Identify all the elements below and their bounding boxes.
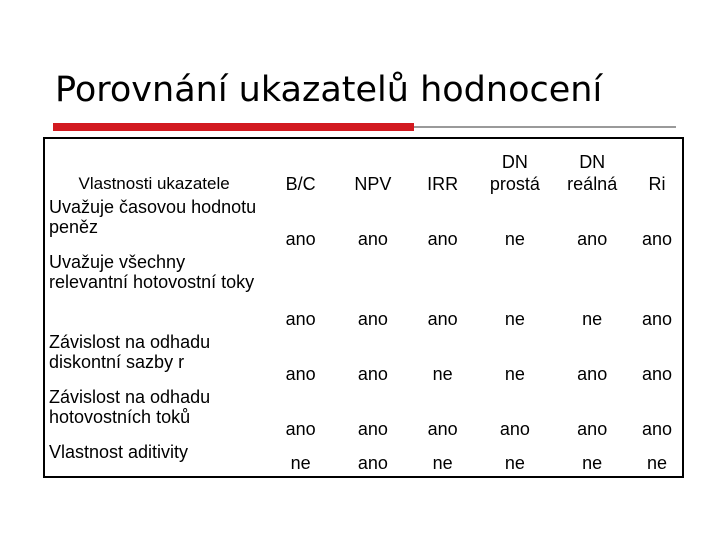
slide-title: Porovnání ukazatelů hodnocení <box>55 70 603 110</box>
cell-value: ano <box>357 419 388 439</box>
cell-value: ano <box>357 229 388 249</box>
table-row <box>44 197 683 252</box>
title-accent-bar <box>53 123 414 131</box>
cell-value: ne <box>647 453 668 473</box>
cell-value: ano <box>642 229 673 249</box>
cell-value: ne <box>504 453 525 473</box>
cell-value: ano <box>499 419 530 439</box>
cell-value: ne <box>290 453 311 473</box>
cell-value: ne <box>582 453 603 473</box>
cell-value: ano <box>285 419 316 439</box>
cell-value: ano <box>285 229 316 249</box>
row-label: Uvažuje všechny relevantní hotovostní toky <box>49 252 255 292</box>
table-row <box>44 332 683 387</box>
cell-value: ne <box>504 229 525 249</box>
cell-value: ano <box>285 364 316 384</box>
column-header-line: reálná <box>567 174 618 194</box>
table-header-row <box>44 138 683 197</box>
column-header-irr <box>408 138 478 197</box>
table-row <box>44 252 683 332</box>
column-header-line: NPV <box>354 174 392 194</box>
column-header-line: DN <box>579 152 606 172</box>
column-header-ri <box>632 138 683 197</box>
column-header-dn-realna <box>552 138 632 197</box>
cell-value: ano <box>357 309 388 329</box>
cell-value: ano <box>577 364 608 384</box>
column-header-line: IRR <box>427 174 459 194</box>
cell-value: ne <box>504 364 525 384</box>
row-label: Uvažuje časovou hodnotu peněz <box>49 197 257 237</box>
row-label: Závislost na odhadu diskontní sazby r <box>49 332 211 372</box>
comparison-table <box>43 137 684 478</box>
cell-value: ne <box>432 453 453 473</box>
table-row <box>44 387 683 442</box>
column-header-dn-prosta <box>477 138 552 197</box>
column-header-properties <box>44 138 263 197</box>
cell-value: ano <box>642 309 673 329</box>
cell-value: ne <box>504 309 525 329</box>
cell-value: ano <box>642 364 673 384</box>
column-header-bc <box>263 138 338 197</box>
title-underline <box>414 126 676 128</box>
column-header-line: DN <box>501 152 528 172</box>
column-header-line: prostá <box>489 174 540 194</box>
column-header-line: Ri <box>648 174 666 194</box>
cell-value: ano <box>357 364 388 384</box>
cell-value: ano <box>357 453 388 473</box>
column-header-line: Vlastnosti ukazatele <box>78 174 230 193</box>
cell-value: ano <box>577 229 608 249</box>
row-label: Vlastnost aditivity <box>49 442 189 462</box>
table-row <box>44 442 683 477</box>
cell-value: ne <box>432 364 453 384</box>
cell-value: ano <box>427 419 458 439</box>
row-label: Závislost na odhadu hotovostních toků <box>49 387 211 427</box>
cell-value: ano <box>285 309 316 329</box>
cell-value: ano <box>427 309 458 329</box>
column-header-line: B/C <box>285 174 316 194</box>
cell-value: ne <box>582 309 603 329</box>
cell-value: ano <box>427 229 458 249</box>
cell-value: ano <box>642 419 673 439</box>
column-header-npv <box>338 138 408 197</box>
cell-value: ano <box>577 419 608 439</box>
